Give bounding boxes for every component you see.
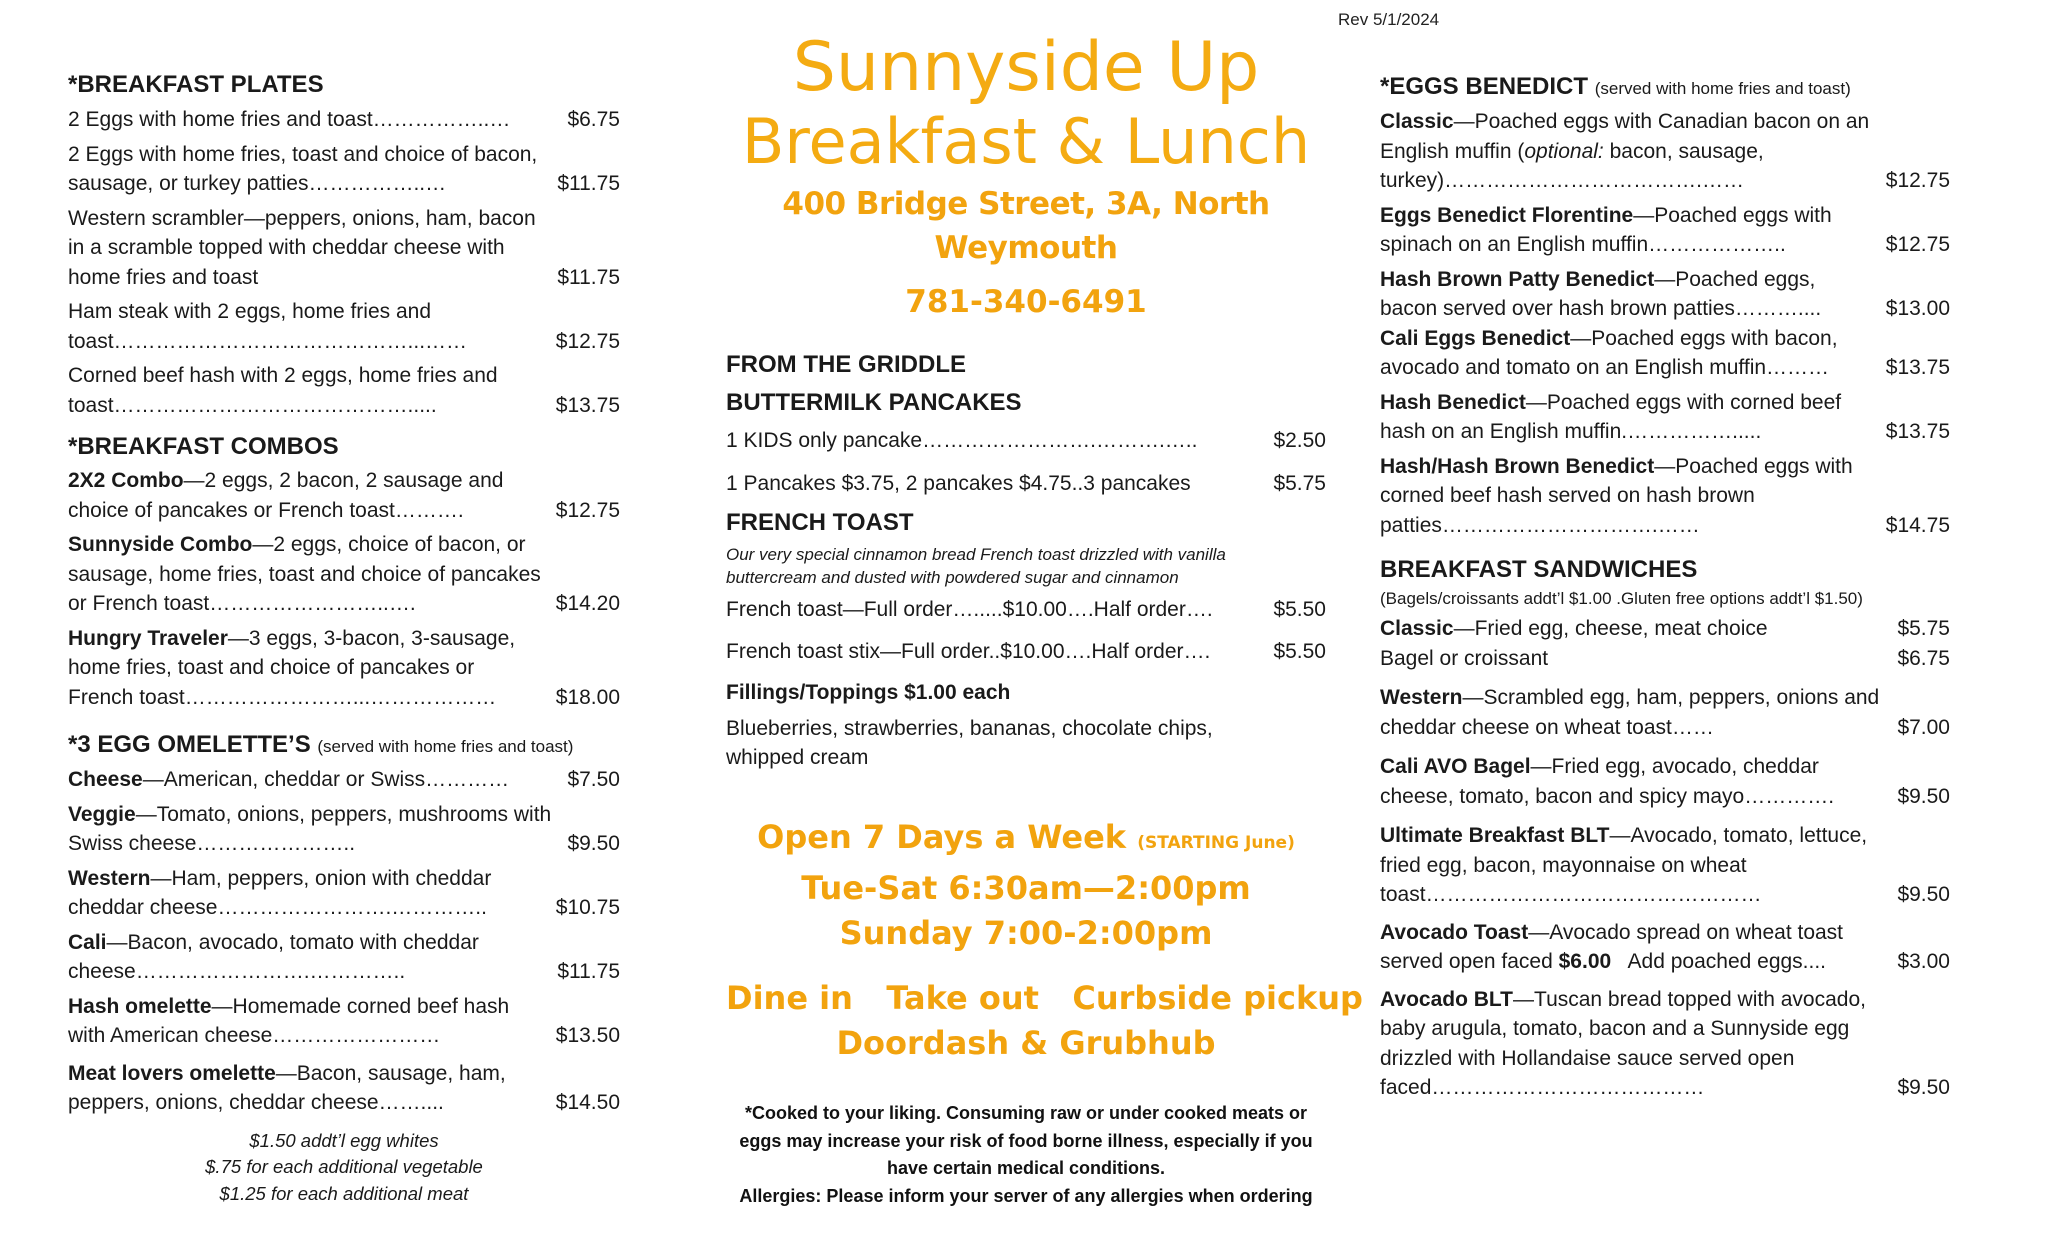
omelettes-heading: *3 EGG OMELETTE’S (served with home fries and toast) [68, 731, 574, 758]
breakfast-plates-section [68, 70, 620, 420]
menu-item: 1 Pancakes $3.75, 2 pancakes $4.75..3 pancakes $5.75 [726, 471, 1326, 495]
menu-item: Cali—Bacon, avocado, tomato with cheddar cheese…………………….………….. $11.75 [68, 930, 620, 983]
restaurant-header [726, 28, 1326, 324]
menu-item: Veggie—Tomato, onions, peppers, mushrooms with Swiss cheese………………….. $9.50 [68, 802, 620, 855]
sandwiches-note: (Bagels/croissants addt’l $1.00 .Gluten free options addt’l $1.50) [1380, 589, 1863, 608]
breakfast-sandwiches-section [1380, 555, 1950, 1103]
menu-item: Ham steak with 2 eggs, home fries and toast……………………………………...…… $12.75 [68, 300, 620, 353]
menu-item: Western—Ham, peppers, onion with cheddar cheddar cheese…………………….………….. $10.75 [68, 866, 620, 919]
menu-item: 2 Eggs with home fries and toast……………..… $6.75 [68, 108, 620, 131]
breakfast-combos-section [68, 432, 620, 712]
menu-item: Ultimate Breakfast BLT—Avocado, tomato, lettuce, fried egg, bacon, mayonnaise on wheat toast………………………………………… $9.50 [1380, 824, 1950, 906]
delivery-partners: Doordash & Grubhub [836, 1024, 1216, 1062]
fillings-heading: Fillings/Toppings $1.00 each [726, 681, 1011, 704]
omelette-addons: $1.50 addt’l egg whites $.75 for each additional vegetable $1.25 for each additional meat [205, 1129, 483, 1204]
menu-item: Cali AVO Bagel—Fried egg, avocado, cheddar cheese, tomato, bacon and spicy mayo…………. $9.50 [1380, 755, 1950, 808]
menu-item: Hash Brown Patty Benedict—Poached eggs, bacon served over hash brown patties……….... $13.00 [1380, 267, 1950, 320]
menu-item: Avocado BLT—Tuscan bread topped with avocado, baby arugula, tomato, bacon and a Sunnyside egg drizzled with Hollandaise sauce served open faced………………………………… $9.50 [1380, 987, 1950, 1099]
omelettes-section [68, 730, 620, 1207]
restaurant-name: Sunnyside Up [792, 28, 1260, 107]
menu-item: Western—Scrambled egg, ham, peppers, onions and cheddar cheese on wheat toast…… $7.00 [1380, 686, 1950, 739]
fillings-list: Blueberries, strawberries, bananas, chocolate chips, whipped cream [726, 716, 1213, 769]
menu-item: French toast stix—Full order..$10.00….Half order…. $5.50 [726, 639, 1326, 663]
menu-item: Eggs Benedict Florentine—Poached eggs with spinach on an English muffin……………….. $12.75 [1380, 203, 1950, 256]
menu-item: Hash Benedict—Poached eggs with corned beef hash on an English muffin.……………..... $13.75 [1380, 390, 1950, 443]
hours-block [726, 815, 1363, 1066]
menu-item: Classic—Poached eggs with Canadian bacon on an English muffin (optional: bacon, sausage, turkey)……………………………….…… $12.75 [1380, 110, 1950, 192]
breakfast-sandwiches-heading: BREAKFAST SANDWICHES [1380, 556, 1698, 583]
restaurant-subtitle: Breakfast & Lunch [741, 105, 1311, 178]
menu-item: Bagel or croissant $6.75 [1380, 646, 1950, 670]
menu-item: Hash omelette—Homemade corned beef hash with American cheese…………………… $13.50 [68, 994, 620, 1047]
menu-item: Avocado Toast—Avocado spread on wheat toast served open faced $6.00 Add poached eggs.... $3.00 [1380, 920, 1950, 973]
breakfast-plates-heading: *BREAKFAST PLATES [68, 71, 324, 98]
restaurant-address: 400 Bridge Street, 3A, North Weymouth [782, 186, 1270, 266]
sunday-hours: Sunday 7:00-2:00pm [839, 914, 1213, 952]
restaurant-phone: 781-340-6491 [905, 284, 1147, 320]
menu-item: Sunnyside Combo—2 eggs, choice of bacon, or sausage, home fries, toast and choice of pancakes or French toast……………………..…. $14.20 [68, 533, 620, 615]
menu-item: Classic—Fried egg, cheese, meat choice $5.75 [1380, 617, 1950, 640]
menu-item: Meat lovers omelette—Bacon, sausage, ham, peppers, onions, cheddar cheese…….... $14.50 [68, 1061, 620, 1114]
revision-date: Rev 5/1/2024 [1338, 10, 1440, 29]
menu-item: 2 Eggs with home fries, toast and choice of bacon, sausage, or turkey patties……………..… $11.75 [68, 142, 620, 195]
menu-item: 1 KIDS only pancake…………………….……….….. $2.50 [726, 429, 1326, 452]
menu-item: 2X2 Combo—2 eggs, 2 bacon, 2 sausage and choice of pancakes or French toast………. $12.75 [68, 469, 620, 522]
menu-item: French toast—Full order….....$10.00….Half order…. $5.50 [726, 598, 1326, 621]
menu-item: Hungry Traveler—3 eggs, 3-bacon, 3-sausage, home fries, toast and choice of pancakes or French toast……………………...……………… $18.00 [68, 626, 620, 709]
open-days: Open 7 Days a Week (STARTING June) [757, 818, 1295, 856]
menu-item: Cheese—American, cheddar or Swiss………… $7.50 [68, 768, 620, 791]
eggs-benedict-heading: *EGGS BENEDICT (served with home fries and toast) [1380, 73, 1851, 100]
menu-item: Hash/Hash Brown Benedict—Poached eggs with corned beef hash served on hash brown patties………………………….…… $14.75 [1380, 454, 1950, 537]
breakfast-combos-heading: *BREAKFAST COMBOS [68, 433, 339, 460]
eggs-benedict-section [1380, 72, 1950, 540]
french-toast-description: Our very special cinnamon bread French toast drizzled with vanilla buttercream and dusted with powdered sugar and cinnamon [726, 545, 1226, 587]
weekday-hours: Tue-Sat 6:30am—2:00pm [801, 869, 1251, 907]
griddle-section [726, 350, 1326, 773]
pancakes-heading: BUTTERMILK PANCAKES [726, 389, 1022, 416]
service-options: Dine in Take out Curbside pickup [726, 979, 1363, 1017]
menu-item: Western scrambler—peppers, onions, ham, bacon in a scramble topped with cheddar cheese with home fries and toast $11.75 [68, 206, 620, 289]
menu-item: Cali Eggs Benedict—Poached eggs with bacon, avocado and tomato on an English muffin……… $13.75 [1380, 326, 1950, 379]
menu-item: Corned beef hash with 2 eggs, home fries and toast……………………………………..... $13.75 [68, 364, 620, 417]
griddle-heading: FROM THE GRIDDLE [726, 351, 966, 378]
health-disclaimer: *Cooked to your liking. Consuming raw or under cooked meats or eggs may increase your risk of food borne illness, especially if you have certain medical conditions. Allergies: Please inform your server of any allergies when ordering [739, 1103, 1313, 1206]
french-toast-heading: FRENCH TOAST [726, 509, 914, 536]
